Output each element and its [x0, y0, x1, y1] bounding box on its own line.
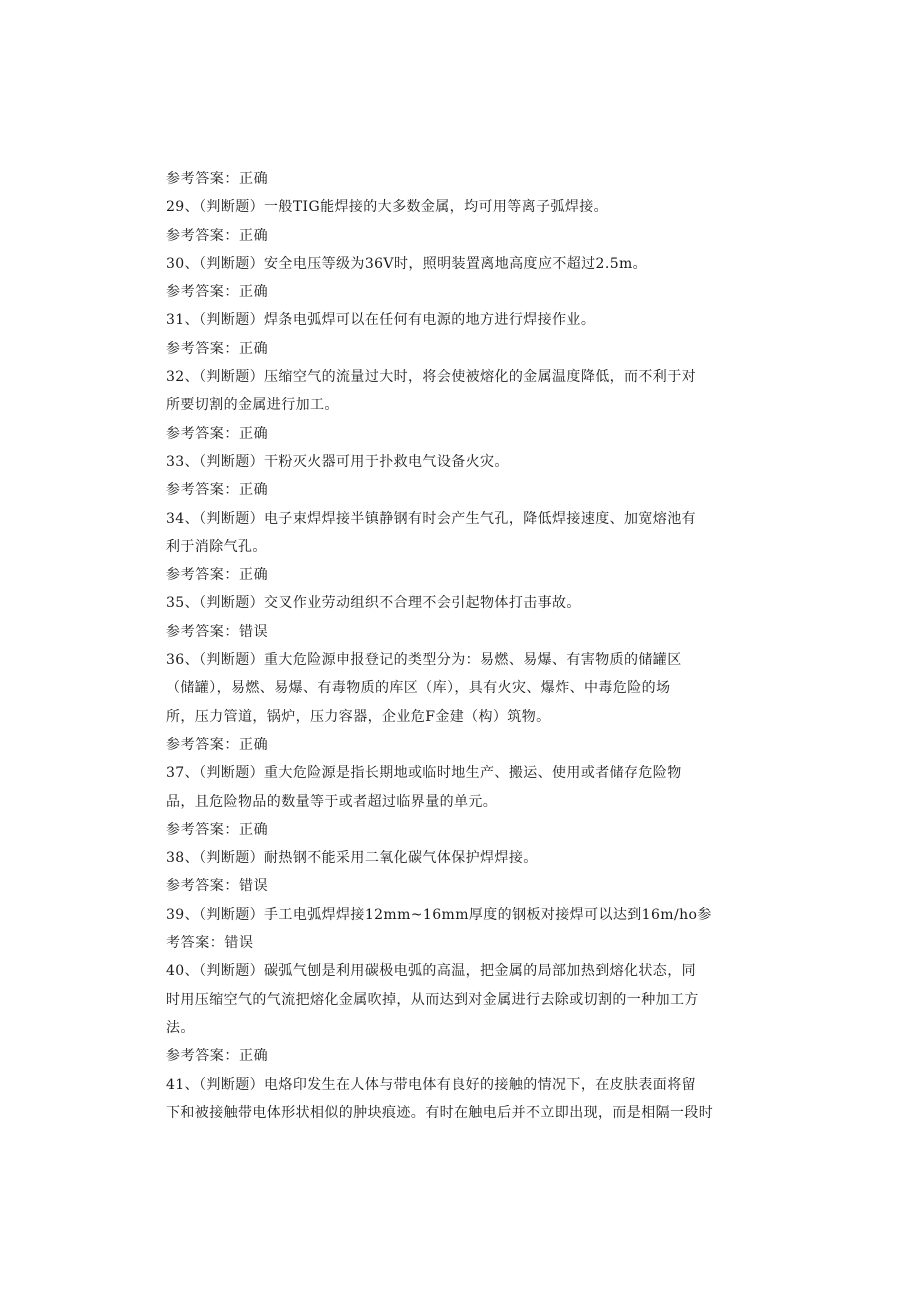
question-line: 29、（判断题）一般TIG能焊接的大多数金属，均可用等离子弧焊接。 — [166, 199, 609, 216]
answer-line: 考答案：错误 — [166, 935, 254, 952]
question-line: 36、（判断题）重大危险源申报登记的类型分为：易燃、易爆、有害物质的储罐区 — [166, 652, 682, 669]
answer-line: 参考答案：正确 — [166, 821, 269, 838]
question-line: 品，且危险物品的数量等于或者超过临界量的单元。 — [166, 793, 498, 810]
answer-line: 参考答案：正确 — [166, 284, 269, 301]
answer-line: 参考答案：正确 — [166, 482, 269, 499]
question-line: 41、（判断题）电烙印发生在人体与带电体有良好的接触的情况下，在皮肤表面将留 — [166, 1076, 697, 1093]
question-line: 利于消除气孔。 — [166, 538, 267, 555]
question-line: 32、（判断题）压缩空气的流量过大时，将会使被熔化的金属温度降低，而不利于对 — [166, 369, 697, 386]
answer-line: 参考答案：正确 — [166, 425, 269, 442]
question-line: 37、（判断题）重大危险源是指长期地或临时地生产、搬运、使用或者储存危险物 — [166, 765, 682, 782]
answer-line: 参考答案：错误 — [166, 878, 269, 895]
question-line: 下和被接触带电体形状相似的肿块痕迹。有时在触电后并不立即出现，而是相隔一段时 — [166, 1104, 714, 1121]
question-line: 39、（判断题）手工电弧焊焊接12mm~16mm厚度的钢板对接焊可以达到16m∕ho参 — [166, 906, 712, 923]
question-line: 34、（判断题）电子束焊焊接半镇静钢有时会产生气孔，降低焊接速度、加宽熔池有 — [166, 510, 697, 527]
question-line: 时用压缩空气的气流把熔化金属吹掉，从而达到对金属进行去除或切割的一种加工方 — [166, 991, 699, 1008]
answer-line: 参考答案：正确 — [166, 1048, 269, 1065]
question-line: 35、（判断题）交叉作业劳动组织不合理不会引起物体打击事故。 — [166, 595, 581, 612]
question-line: 33、（判断题）干粉灭火器可用于扑救电气设备火灾。 — [166, 453, 509, 470]
answer-line: 参考答案：正确 — [166, 227, 269, 244]
question-line: 38、（判断题）耐热钢不能采用二氧化碳气体保护焊焊接。 — [166, 850, 538, 867]
answer-line: 参考答案：正确 — [166, 567, 269, 584]
question-line: （储罐），易燃、易爆、有毒物质的库区（库），具有火灾、爆炸、中毒危险的场 — [166, 680, 671, 697]
question-line: 31、（判断题）焊条电弧焊可以在任何有电源的地方进行焊接作业。 — [166, 312, 596, 329]
question-line: 法。 — [166, 1019, 195, 1036]
question-line: 所要切割的金属进行加工。 — [166, 397, 339, 414]
question-line: 40、（判断题）碳弧气刨是利用碳极电弧的高温，把金属的局部加热到熔化状态，同 — [166, 963, 697, 980]
answer-line: 参考答案：正确 — [166, 736, 269, 753]
question-line: 所，压力管道，锅炉，压力容器，企业危F金建（构）筑物。 — [166, 708, 551, 725]
answer-line: 参考答案：错误 — [166, 623, 269, 640]
answer-line: 参考答案：正确 — [166, 171, 269, 187]
answer-line: 参考答案：正确 — [166, 340, 269, 357]
question-line: 30、（判断题）安全电压等级为36V时，照明装置离地高度应不超过2.5m。 — [166, 255, 648, 272]
document-body — [166, 165, 746, 1127]
